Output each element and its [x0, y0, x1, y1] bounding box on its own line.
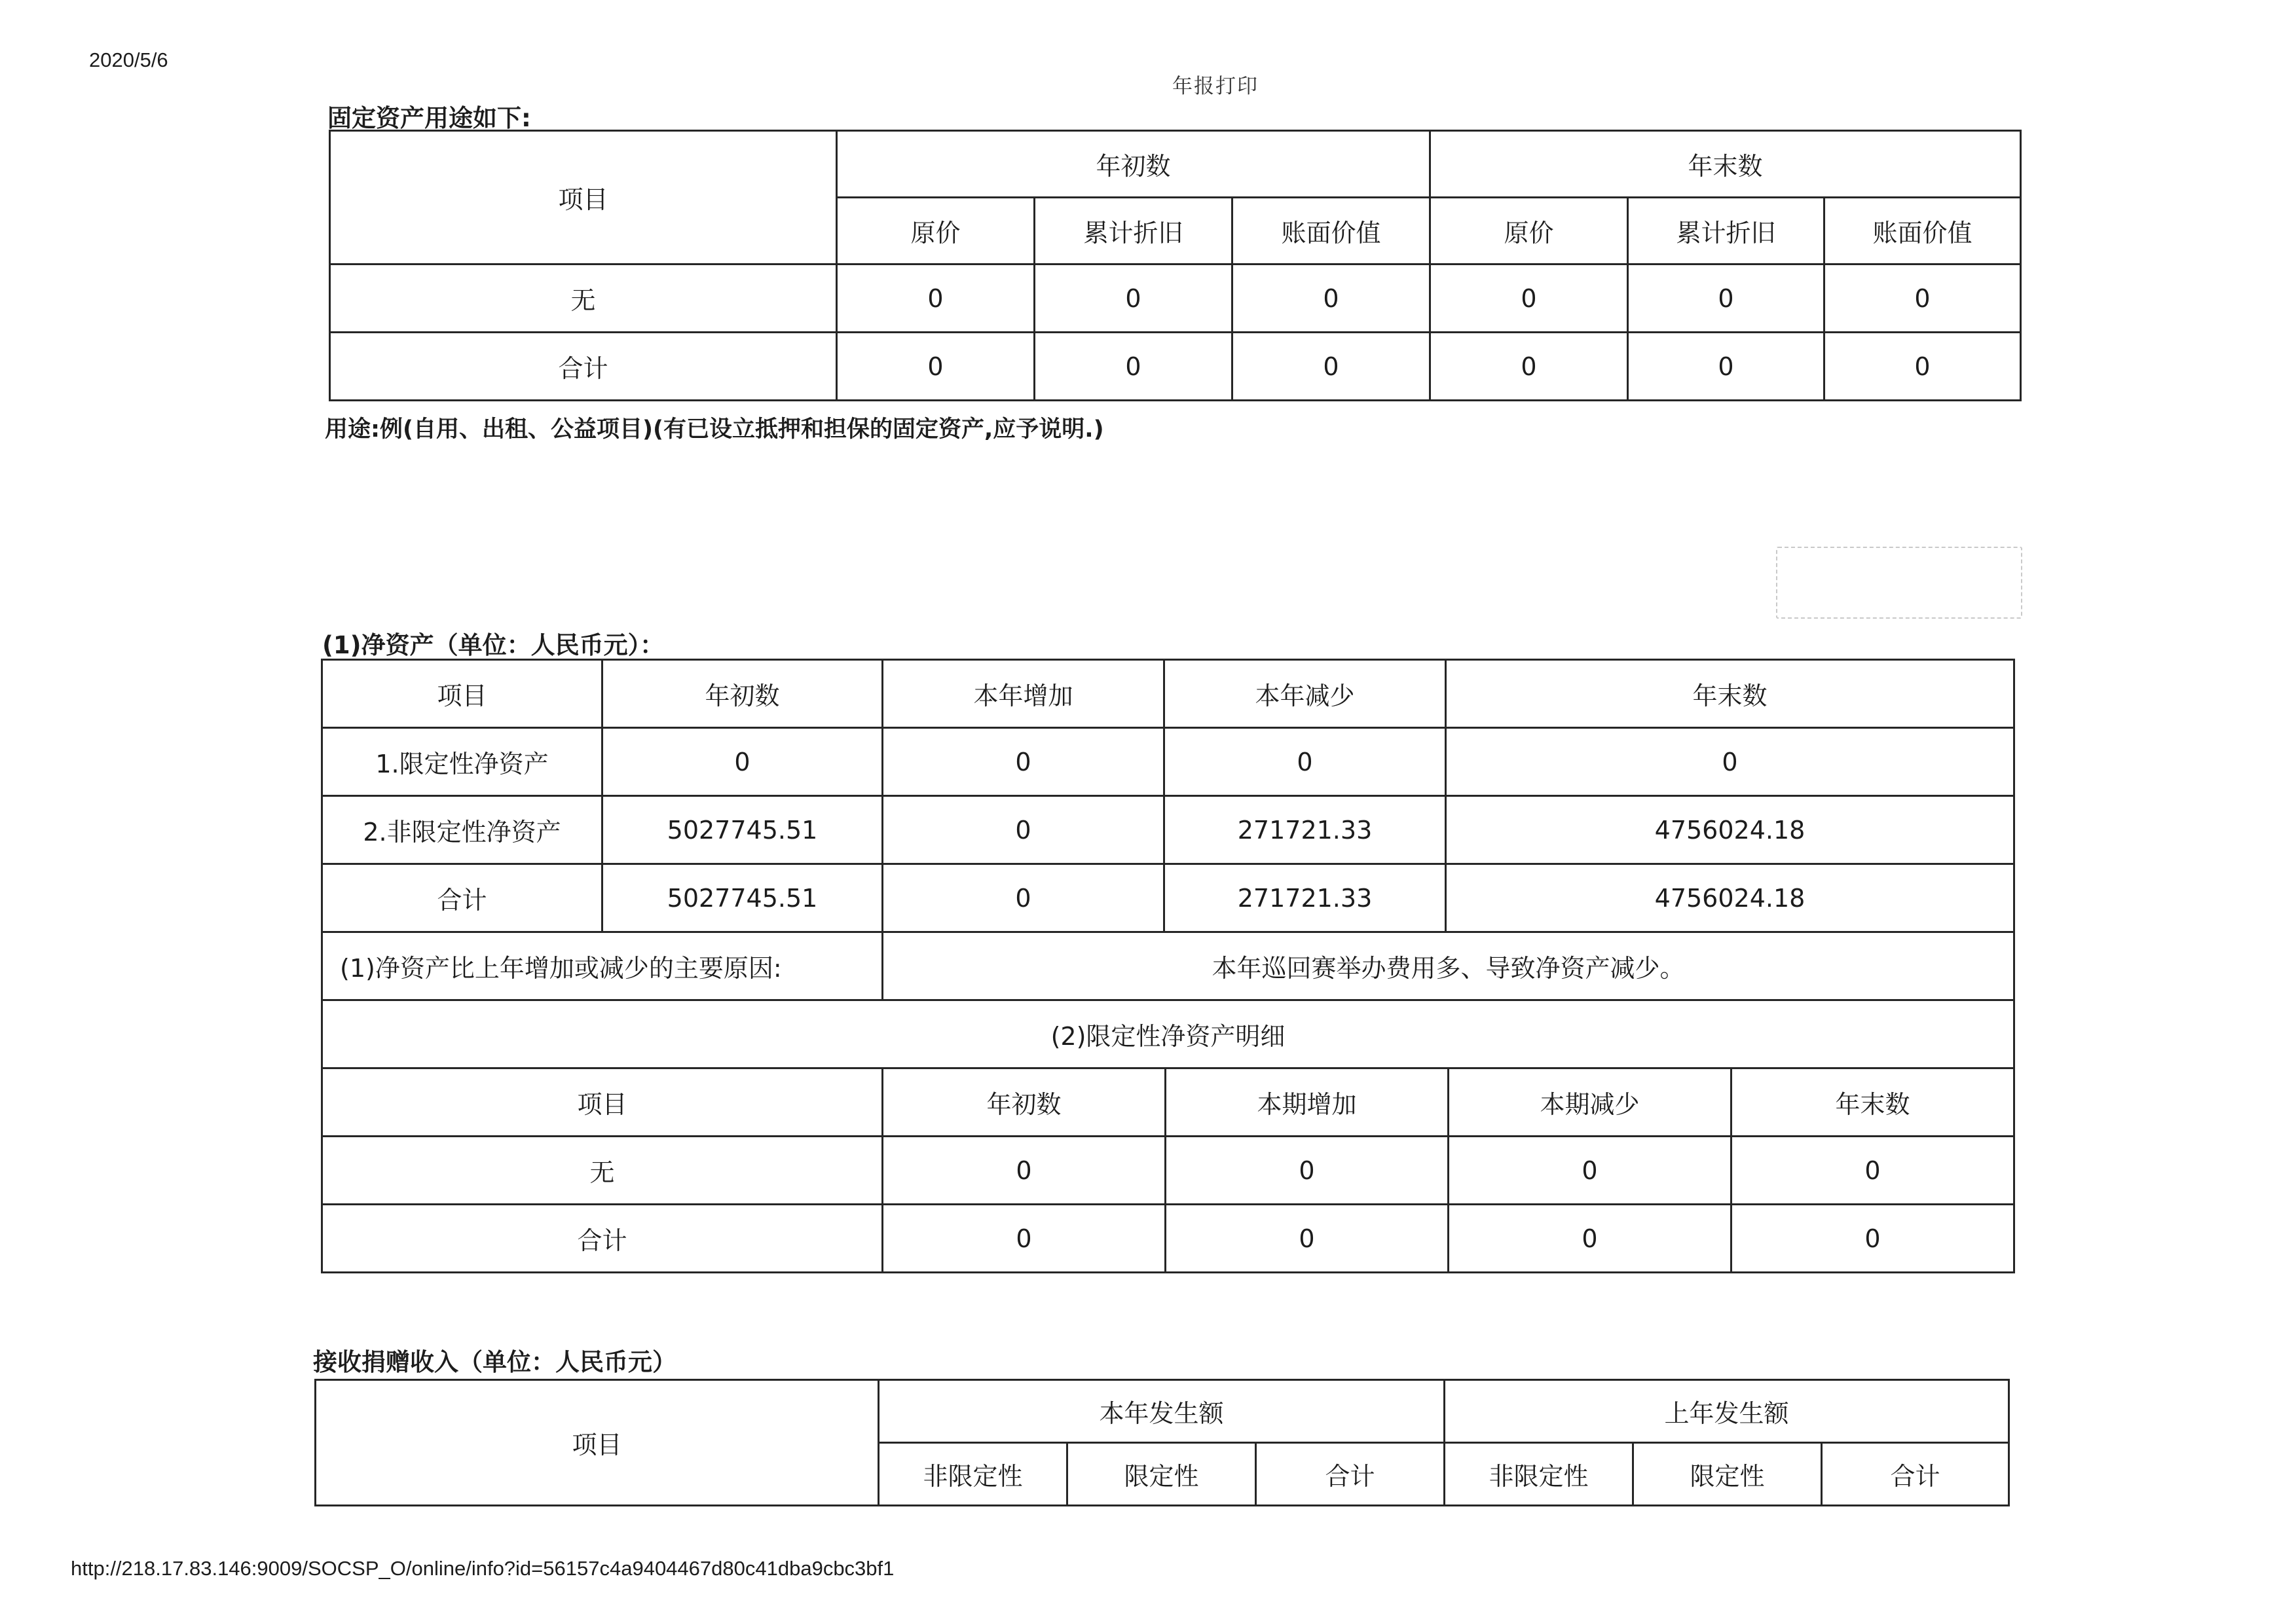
cell-value: 0: [1430, 333, 1628, 401]
sub-header-book-value: 账面价值: [1824, 198, 2021, 264]
row-label: 合计: [322, 1205, 883, 1273]
row-label: 合计: [330, 333, 837, 401]
cell-value: 0: [837, 333, 1035, 401]
row-label: 无: [322, 1137, 883, 1205]
row-label: 合计: [322, 864, 602, 932]
col-header-period-increase: 本期增加: [1166, 1068, 1449, 1137]
sub-header-unrestricted: 非限定性: [879, 1443, 1067, 1506]
reason-value: 本年巡回赛举办费用多、导致净资产减少。: [883, 932, 2014, 1000]
group-header-previous-year: 上年发生额: [1445, 1380, 2009, 1443]
donations-heading: 接收捐赠收入（单位：人民币元）: [313, 1348, 676, 1376]
cell-value: 0: [1824, 333, 2021, 401]
cell-value: 0: [1449, 1205, 1731, 1273]
faint-stamp-box: [1776, 547, 2022, 619]
col-header-increase: 本年增加: [883, 660, 1164, 728]
cell-value: 0: [1166, 1205, 1449, 1273]
header-row: [322, 660, 2014, 728]
cell-value: 271721.33: [1164, 864, 1446, 932]
group-header-begin: 年初数: [837, 131, 1430, 198]
cell-value: 0: [883, 864, 1164, 932]
document-title: 年报打印: [1172, 75, 1259, 98]
table-row: [322, 1205, 2014, 1273]
sub-header-total: 合计: [1256, 1443, 1445, 1506]
cell-value: 0: [1731, 1205, 2014, 1273]
col-header-begin: 年初数: [883, 1068, 1166, 1137]
col-header-item: 项目: [316, 1380, 879, 1506]
fixed-assets-note: 用途:例(自用、出租、公益项目)(有已设立抵押和担保的固定资产,应予说明.): [325, 416, 1104, 443]
reason-row: [322, 932, 2014, 1000]
fixed-assets-table: [329, 130, 2022, 401]
donations-table: [314, 1379, 2010, 1506]
cell-value: 0: [883, 1137, 1166, 1205]
table-row: [322, 728, 2014, 796]
table-row: [322, 1137, 2014, 1205]
sub-header-book-value: 账面价值: [1232, 198, 1430, 264]
net-assets-heading: (1)净资产（单位：人民币元）：: [322, 631, 665, 659]
col-header-item: 项目: [322, 660, 602, 728]
col-header-begin: 年初数: [602, 660, 883, 728]
col-header-end: 年末数: [1731, 1068, 2014, 1137]
print-date: 2020/5/6: [89, 48, 168, 71]
cell-value: 0: [1449, 1137, 1731, 1205]
cell-value: 0: [1035, 333, 1232, 401]
cell-value: 0: [1164, 728, 1446, 796]
cell-value: 5027745.51: [602, 864, 883, 932]
col-header-period-decrease: 本期减少: [1449, 1068, 1731, 1137]
fixed-assets-heading: 固定资产用途如下:: [327, 104, 531, 132]
reason-label: (1)净资产比上年增加或减少的主要原因:: [322, 932, 883, 1000]
cell-value: 0: [1035, 264, 1232, 333]
table-row: [322, 796, 2014, 864]
cell-value: 0: [1430, 264, 1628, 333]
cell-value: 0: [1731, 1137, 2014, 1205]
table-row: [330, 333, 2021, 401]
row-label: 无: [330, 264, 837, 333]
sub-header-unrestricted: 非限定性: [1445, 1443, 1633, 1506]
cell-value: 0: [883, 796, 1164, 864]
sub-header-total: 合计: [1822, 1443, 2009, 1506]
sub-header-cost: 原价: [1430, 198, 1628, 264]
cell-value: 0: [1232, 333, 1430, 401]
table-row: [322, 864, 2014, 932]
cell-value: 0: [1446, 728, 2014, 796]
cell-value: 271721.33: [1164, 796, 1446, 864]
net-assets-table: [321, 659, 2015, 1069]
sub-header-depreciation: 累计折旧: [1035, 198, 1232, 264]
sub-header-depreciation: 累计折旧: [1628, 198, 1824, 264]
cell-value: 0: [1166, 1137, 1449, 1205]
cell-value: 0: [1628, 264, 1824, 333]
cell-value: 0: [1628, 333, 1824, 401]
cell-value: 0: [883, 1205, 1166, 1273]
group-header-end: 年末数: [1430, 131, 2021, 198]
col-header-decrease: 本年减少: [1164, 660, 1446, 728]
sub-header-restricted: 限定性: [1067, 1443, 1256, 1506]
restricted-details-title: (2)限定性净资产明细: [322, 1000, 2014, 1068]
cell-value: 0: [883, 728, 1164, 796]
group-header-current-year: 本年发生额: [879, 1380, 1445, 1443]
header-row: [322, 1068, 2014, 1137]
subsection-title-row: [322, 1000, 2014, 1068]
sub-header-cost: 原价: [837, 198, 1035, 264]
cell-value: 0: [1824, 264, 2021, 333]
col-header-end: 年末数: [1446, 660, 2014, 728]
restricted-net-assets-table: [321, 1067, 2015, 1273]
row-label: 2.非限定性净资产: [322, 796, 602, 864]
col-header-item: 项目: [322, 1068, 883, 1137]
sub-header-restricted: 限定性: [1633, 1443, 1822, 1506]
row-label: 1.限定性净资产: [322, 728, 602, 796]
cell-value: 4756024.18: [1446, 796, 2014, 864]
cell-value: 0: [837, 264, 1035, 333]
cell-value: 0: [1232, 264, 1430, 333]
col-header-item: 项目: [330, 131, 837, 264]
cell-value: 5027745.51: [602, 796, 883, 864]
footer-url: http://218.17.83.146:9009/SOCSP_O/online/info?id=56157c4a9404467d80c41dba9cbc3bf1: [71, 1557, 895, 1580]
table-row: [330, 264, 2021, 333]
cell-value: 4756024.18: [1446, 864, 2014, 932]
cell-value: 0: [602, 728, 883, 796]
